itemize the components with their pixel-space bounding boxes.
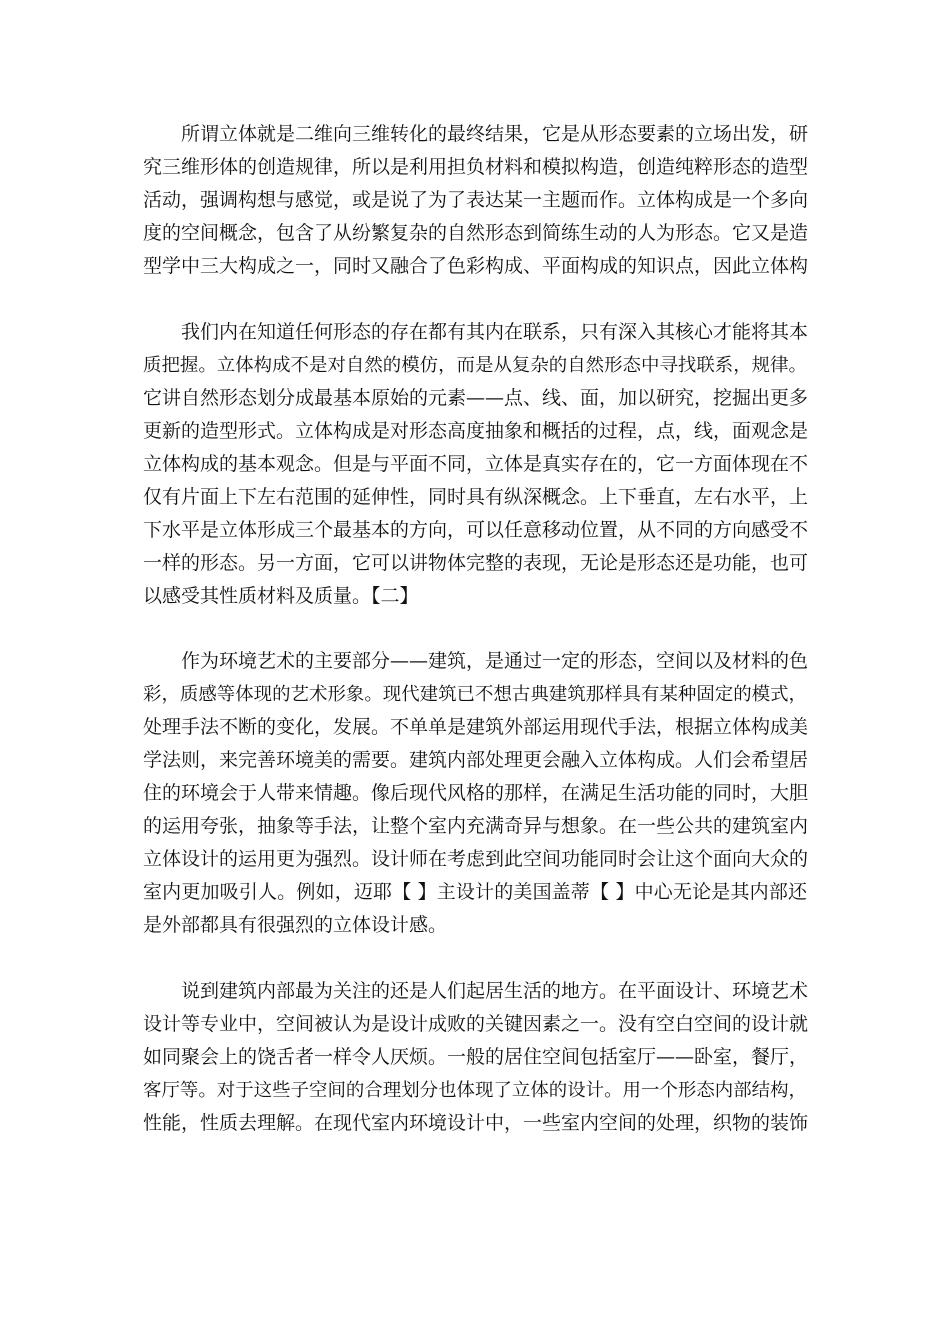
text-line: 立体设计的运用更为强烈。设计师在考虑到此空间功能同时会让这个面向大众的 [143, 848, 809, 870]
text-line: 所谓立体就是二维向三维转化的最终结果，它是从形态要素的立场出发，研 [181, 123, 809, 145]
text-line: 客厅等。对于这些子空间的合理划分也体现了立体的设计。用一个形态内部结构， [143, 1080, 807, 1101]
text-line: 住的环境会于人带来情趣。像后现代风格的那样，在满足生活功能的同时，大胆 [143, 782, 809, 804]
text-line: 究三维形体的创造规律，所以是利用担负材料和模拟构造，创造纯粹形态的造型 [143, 156, 809, 178]
text-line: 它讲自然形态划分成最基本原始的元素——点、线、面，加以研究，挖掘出更多 [143, 387, 809, 409]
text-line: 说到建筑内部最为关注的还是人们起居生活的地方。在平面设计、环境艺术 [181, 980, 809, 1002]
paragraph-1 [143, 118, 807, 283]
text-line: 质把握。立体构成不是对自然的模仿，而是从复杂的自然形态中寻找联系，规律。 [143, 355, 807, 376]
paragraph-3 [143, 645, 807, 942]
text-line: 立体构成的基本观念。但是与平面不同，立体是真实存在的，它一方面体现在不 [143, 453, 809, 475]
text-line: 作为环境艺术的主要部分——建筑，是通过一定的形态，空间以及材料的色 [181, 650, 809, 672]
paragraph-4 [143, 975, 807, 1140]
text-line: 更新的造型形式。立体构成是对形态高度抽象和概括的过程，点，线，面观念是 [143, 420, 809, 442]
text-line: 我们内在知道任何形态的存在都有其内在联系，只有深入其核心才能将其本 [181, 321, 809, 343]
text-line: 性能，性质去理解。在现代室内环境设计中，一些室内空间的处理，织物的装饰 [143, 1112, 809, 1134]
text-line: 下水平是立体形成三个最基本的方向，可以任意移动位置，从不同的方向感受不 [143, 519, 809, 541]
text-line: 型学中三大构成之一，同时又融合了色彩构成、平面构成的知识点，因此立体构 [143, 255, 809, 277]
paragraph-2 [143, 316, 807, 613]
text-line: 彩，质感等体现的艺术形象。现代建筑已不想古典建筑那样具有某种固定的模式， [143, 684, 807, 705]
text-line: 设计等专业中，空间被认为是设计成败的关键因素之一。没有空白空间的设计就 [143, 1013, 809, 1035]
text-line: 室内更加吸引人。例如，迈耶【 】主设计的美国盖蒂【 】中心无论是其内部还 [143, 881, 807, 903]
text-line: 如同聚会上的饶舌者一样令人厌烦。一般的居住空间包括室厅——卧室，餐厅， [143, 1046, 809, 1068]
text-line: 一样的形态。另一方面，它可以讲物体完整的表现，无论是形态还是功能，也可 [143, 552, 809, 574]
text-line: 的运用夸张，抽象等手法，让整个室内充满奇异与想象。在一些公共的建筑室内 [143, 815, 809, 837]
text-line: 以感受其性质材料及质量。【二】 [143, 585, 419, 607]
text-line: 是外部都具有很强烈的立体设计感。 [143, 914, 448, 936]
text-line: 处理手法不断的变化，发展。不单单是建筑外部运用现代手法，根据立体构成美 [143, 716, 809, 738]
text-line: 仅有片面上下左右范围的延伸性，同时具有纵深概念。上下垂直，左右水平，上 [143, 486, 809, 508]
text-line: 度的空间概念，包含了从纷繁复杂的自然形态到简练生动的人为形态。它又是造 [143, 222, 809, 244]
text-line: 活动，强调构想与感觉，或是说了为了表达某一主题而作。立体构成是一个多向 [143, 189, 809, 211]
text-line: 学法则，来完善环境美的需要。建筑内部处理更会融入立体构成。人们会希望居 [143, 749, 809, 771]
